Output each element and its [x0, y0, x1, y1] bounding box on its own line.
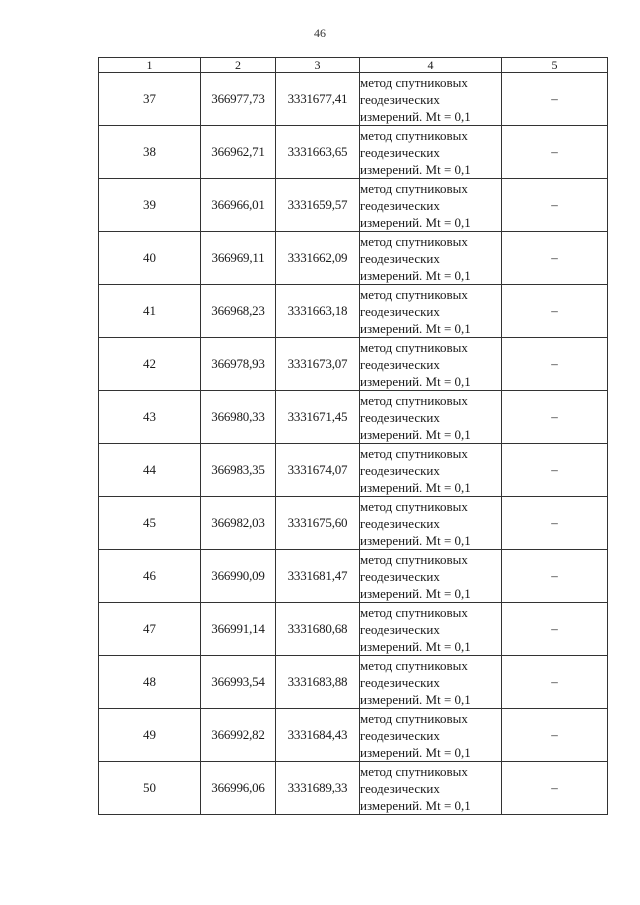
y-coordinate-cell: 3331677,41 — [276, 73, 360, 126]
method-line: измерений. Mt = 0,1 — [360, 585, 471, 601]
method-cell — [360, 656, 502, 709]
point-number-cell: 49 — [99, 709, 201, 762]
table-row — [99, 179, 608, 232]
table-row — [99, 232, 608, 285]
method-line: метод спутниковых — [360, 339, 468, 355]
method-cell — [360, 497, 502, 550]
table-row — [99, 603, 608, 656]
method-line: геодезических — [360, 409, 440, 425]
header-col-1: 1 — [99, 58, 201, 73]
method-line: метод спутниковых — [360, 233, 468, 249]
x-coordinate-cell: 366991,14 — [201, 603, 276, 656]
method-cell — [360, 550, 502, 603]
x-coordinate-cell: 366969,11 — [201, 232, 276, 285]
note-cell: – — [502, 285, 608, 338]
method-line: геодезических — [360, 568, 440, 584]
method-line: геодезических — [360, 727, 440, 743]
method-cell — [360, 603, 502, 656]
point-number-cell: 44 — [99, 444, 201, 497]
point-number-cell: 40 — [99, 232, 201, 285]
x-coordinate-cell: 366992,82 — [201, 709, 276, 762]
method-line: геодезических — [360, 250, 440, 266]
page-number: 46 — [314, 26, 326, 40]
note-cell: – — [502, 444, 608, 497]
x-coordinate-cell: 366977,73 — [201, 73, 276, 126]
table-row — [99, 391, 608, 444]
point-number-cell: 37 — [99, 73, 201, 126]
y-coordinate-cell: 3331663,18 — [276, 285, 360, 338]
table-body — [99, 73, 608, 815]
method-line: метод спутниковых — [360, 657, 468, 673]
method-line: измерений. Mt = 0,1 — [360, 532, 471, 548]
x-coordinate-cell: 366983,35 — [201, 444, 276, 497]
method-line: измерений. Mt = 0,1 — [360, 691, 471, 707]
method-line: измерений. Mt = 0,1 — [360, 797, 471, 813]
method-line: геодезических — [360, 780, 440, 796]
point-number-cell: 46 — [99, 550, 201, 603]
method-line: измерений. Mt = 0,1 — [360, 214, 471, 230]
note-cell: – — [502, 603, 608, 656]
note-cell: – — [502, 73, 608, 126]
table-row — [99, 285, 608, 338]
point-number-cell: 39 — [99, 179, 201, 232]
x-coordinate-cell: 366962,71 — [201, 126, 276, 179]
x-coordinate-cell: 366990,09 — [201, 550, 276, 603]
method-cell — [360, 709, 502, 762]
note-cell: – — [502, 497, 608, 550]
method-cell — [360, 73, 502, 126]
method-line: геодезических — [360, 621, 440, 637]
method-line: измерений. Mt = 0,1 — [360, 744, 471, 760]
header-col-3: 3 — [276, 58, 360, 73]
x-coordinate-cell: 366980,33 — [201, 391, 276, 444]
method-line: геодезических — [360, 462, 440, 478]
note-cell: – — [502, 232, 608, 285]
table-row — [99, 709, 608, 762]
method-cell — [360, 762, 502, 815]
method-line: метод спутниковых — [360, 498, 468, 514]
method-line: метод спутниковых — [360, 127, 468, 143]
table-row — [99, 550, 608, 603]
header-col-4: 4 — [360, 58, 502, 73]
note-cell: – — [502, 709, 608, 762]
method-cell — [360, 179, 502, 232]
x-coordinate-cell: 366968,23 — [201, 285, 276, 338]
table-row — [99, 126, 608, 179]
method-line: измерений. Mt = 0,1 — [360, 638, 471, 654]
point-number-cell: 50 — [99, 762, 201, 815]
coordinates-table — [98, 57, 608, 815]
point-number-cell: 48 — [99, 656, 201, 709]
note-cell: – — [502, 179, 608, 232]
method-line: метод спутниковых — [360, 710, 468, 726]
method-line: измерений. Mt = 0,1 — [360, 161, 471, 177]
method-cell — [360, 232, 502, 285]
method-line: геодезических — [360, 674, 440, 690]
method-line: метод спутниковых — [360, 763, 468, 779]
method-cell — [360, 391, 502, 444]
note-cell: – — [502, 338, 608, 391]
point-number-cell: 38 — [99, 126, 201, 179]
point-number-cell: 42 — [99, 338, 201, 391]
y-coordinate-cell: 3331663,65 — [276, 126, 360, 179]
method-cell — [360, 126, 502, 179]
table-row — [99, 656, 608, 709]
method-line: измерений. Mt = 0,1 — [360, 426, 471, 442]
method-cell — [360, 444, 502, 497]
note-cell: – — [502, 126, 608, 179]
method-line: метод спутниковых — [360, 74, 468, 90]
x-coordinate-cell: 366978,93 — [201, 338, 276, 391]
y-coordinate-cell: 3331681,47 — [276, 550, 360, 603]
point-number-cell: 43 — [99, 391, 201, 444]
method-line: метод спутниковых — [360, 286, 468, 302]
method-line: измерений. Mt = 0,1 — [360, 267, 471, 283]
method-line: метод спутниковых — [360, 392, 468, 408]
method-line: геодезических — [360, 303, 440, 319]
header-col-5: 5 — [502, 58, 608, 73]
method-line: геодезических — [360, 197, 440, 213]
note-cell: – — [502, 550, 608, 603]
method-line: измерений. Mt = 0,1 — [360, 479, 471, 495]
method-line: геодезических — [360, 356, 440, 372]
table-row — [99, 73, 608, 126]
y-coordinate-cell: 3331689,33 — [276, 762, 360, 815]
method-line: геодезических — [360, 91, 440, 107]
header-col-2: 2 — [201, 58, 276, 73]
method-line: измерений. Mt = 0,1 — [360, 320, 471, 336]
x-coordinate-cell: 366982,03 — [201, 497, 276, 550]
note-cell: – — [502, 762, 608, 815]
note-cell: – — [502, 656, 608, 709]
y-coordinate-cell: 3331673,07 — [276, 338, 360, 391]
point-number-cell: 45 — [99, 497, 201, 550]
method-line: метод спутниковых — [360, 551, 468, 567]
x-coordinate-cell: 366993,54 — [201, 656, 276, 709]
table-row — [99, 338, 608, 391]
table-row — [99, 762, 608, 815]
method-line: метод спутниковых — [360, 180, 468, 196]
x-coordinate-cell: 366966,01 — [201, 179, 276, 232]
y-coordinate-cell: 3331674,07 — [276, 444, 360, 497]
y-coordinate-cell: 3331683,88 — [276, 656, 360, 709]
table-row — [99, 497, 608, 550]
y-coordinate-cell: 3331680,68 — [276, 603, 360, 656]
y-coordinate-cell: 3331659,57 — [276, 179, 360, 232]
y-coordinate-cell: 3331675,60 — [276, 497, 360, 550]
point-number-cell: 41 — [99, 285, 201, 338]
note-cell: – — [502, 391, 608, 444]
method-line: метод спутниковых — [360, 604, 468, 620]
header-row — [99, 58, 608, 73]
x-coordinate-cell: 366996,06 — [201, 762, 276, 815]
table-row — [99, 444, 608, 497]
y-coordinate-cell: 3331684,43 — [276, 709, 360, 762]
y-coordinate-cell: 3331662,09 — [276, 232, 360, 285]
method-line: геодезических — [360, 144, 440, 160]
point-number-cell: 47 — [99, 603, 201, 656]
method-line: измерений. Mt = 0,1 — [360, 108, 471, 124]
method-cell — [360, 285, 502, 338]
method-line: геодезических — [360, 515, 440, 531]
method-cell — [360, 338, 502, 391]
table-header — [99, 58, 608, 73]
method-line: измерений. Mt = 0,1 — [360, 373, 471, 389]
method-line: метод спутниковых — [360, 445, 468, 461]
y-coordinate-cell: 3331671,45 — [276, 391, 360, 444]
